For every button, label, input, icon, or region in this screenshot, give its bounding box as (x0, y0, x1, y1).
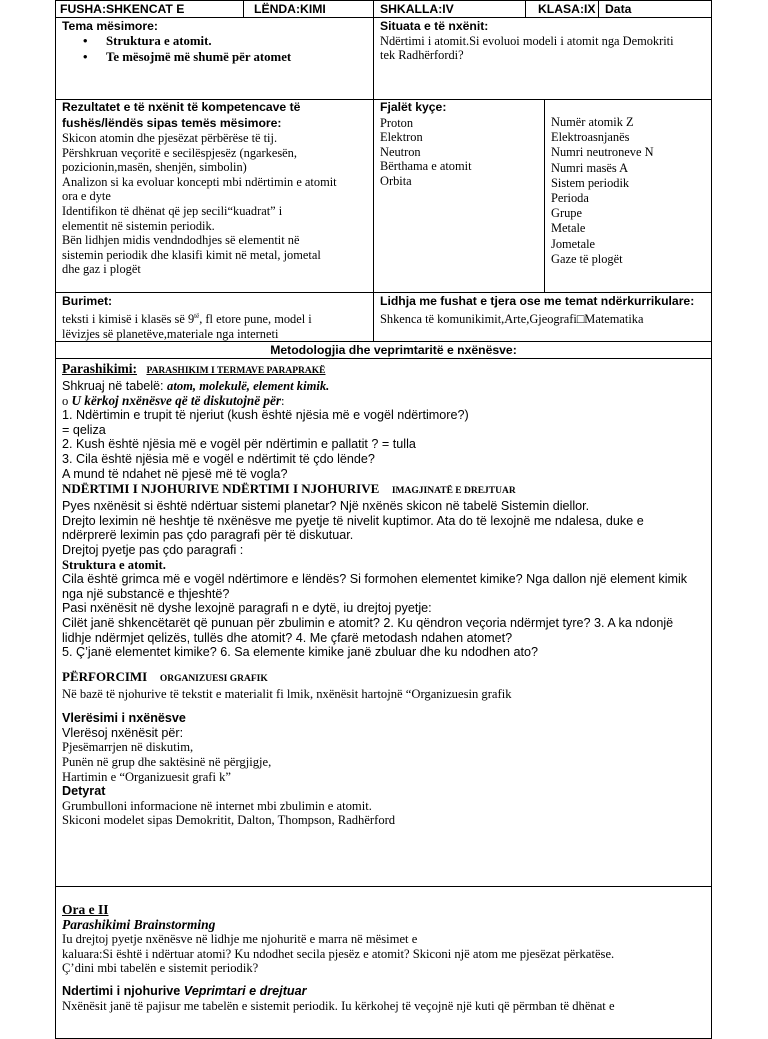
rezultatet-line: ora e dyte (62, 189, 111, 204)
fusha-cell (56, 1, 244, 17)
burimet-line: teksti i kimisë i klasës së $9^{të}$, fl etore pune, model i (62, 312, 312, 327)
rezultatet-line: Identifikon të dhënat që jep secili“kuadrat” i (62, 203, 283, 218)
question-line: = qeliza (62, 422, 106, 437)
question-line: 2. Kush është njësia më e vogël për ndërtimin e pallatit ? = tulla (62, 437, 416, 452)
rezultatet-line: pozicionin,masën, shenjën, simbolin) (62, 160, 247, 175)
question-line: 1. Ndërtimin e trupit të njeriut (kush është njësia më e vogël ndërtimore?) (62, 408, 469, 423)
burimet-label: Burimet: (62, 294, 113, 308)
burimet-line: lëvizjes së planetëve,materiale nga interneti (62, 326, 279, 341)
detyrat-line: Skiconi modelet sipas Demokritit, Dalton, Thompson, Radhërford (62, 813, 396, 828)
tema-item: • Te mësojmë më shumë për atomet (86, 50, 367, 66)
keyword: Bërthama e atomit (380, 159, 472, 174)
situata-cell (374, 18, 711, 99)
keyword: Sistem periodik (551, 175, 630, 190)
keyword: Neutron (380, 144, 421, 159)
paragraph-line: Pasi nxënësit në dyshe lexojnë paragrafi n e dytë, iu drejtoj pyetje: (62, 601, 432, 616)
question-line: 3. Cila është njësia më e vogël e ndërtimit të çdo lënde? (62, 451, 375, 466)
vleresimi-line: Punën në grup dhe saktësinë në përgjigje, (62, 755, 272, 770)
keyword: Grupe (551, 206, 582, 221)
keyword: Metale (551, 221, 586, 236)
situata-label: Situata e të nxënit: (380, 19, 489, 33)
detyrat-heading: Detyrat (62, 784, 106, 799)
rezultatet-cell (56, 100, 374, 292)
paragraph-line: ndërprerë leximin pas çdo paragrafi për të diskutuar. (62, 528, 354, 543)
fjalet-cell-2 (545, 100, 711, 292)
question-line: A mund të ndahet në pjesë më të vogla? (62, 466, 288, 481)
paragraph-line: nga një substancë e thjeshtë? (62, 586, 230, 601)
lidhja-cell (374, 293, 711, 341)
keyword: Numri neutroneve N (551, 145, 654, 160)
ora-line: kaluara:Si është i ndërtuar atomi? Ku ndodhet secila pjesëz e atomit? Skiconi një atom me pjesëzat përkatëse. (62, 946, 615, 961)
shkalla-label: SHKALLA:IV (380, 2, 454, 16)
paragraph-line: lidhje ndërmjet qelizës, tullës dhe atomit? 4. Me çfarë metodash ndahen atomet? (62, 630, 513, 645)
rezultatet-label-line: Rezultatet e të nxënit të kompetencave të (62, 100, 301, 114)
fjalet-label: Fjalët kyçe: (380, 100, 447, 114)
situata-line: Ndërtimi i atomit.Si evoluoi modeli i atomit nga Demokriti (380, 34, 674, 48)
paragraph-line: Cilët janë shkencëtarët që punuan për zbulimin e atomit? 2. Ku qëndron veçoria ndërmjet tyre? 3. A ka ndonjë (62, 615, 674, 630)
ndertimi2-heading: Ndertimi i njohurive Veprimtari e drejtuar (62, 983, 307, 998)
spacer (62, 976, 705, 984)
rezultatet-line: Përshkruan veçoritë e secilëspjesëz (ngarkesën, (62, 145, 297, 160)
tema-label: Tema mësimore: (62, 19, 158, 33)
spacer (62, 701, 705, 711)
detyrat-line: Grumbulloni informacione në internet mbi zbulimin e atomit. (62, 798, 372, 813)
lidhja-label: Lidhja me fushat e tjera ose me temat ndërkurrikulare: (380, 294, 695, 308)
perforcimi-heading: PËRFORCIMI ORGANIZUESI GRAFIK (62, 668, 268, 684)
rezultatet-line: Bën lidhjen midis vendndodhjes së elementit në (62, 233, 300, 248)
ora-line: Nxënësit janë të pajisur me tabelën e sistemit periodik. Iu kërkohej të veçojnë një kuti që përmban të dhënat e (62, 998, 615, 1013)
data-cell (599, 1, 711, 17)
rezultatet-line: Analizon si ka evoluar koncepti mbi ndërtimin e atomit (62, 174, 337, 189)
keyword: Elektron (380, 130, 423, 145)
lidhja-text: Shkenca të komunikimit,Arte,Gjeografi□Matematika (380, 312, 644, 326)
burimet-lidhja-row (55, 293, 712, 342)
metodologjia-row (55, 342, 712, 359)
tema-cell (56, 18, 374, 99)
rezultatet-line: sistemin periodik dhe klasifi kimit në metal, jometal (62, 247, 321, 262)
rezultatet-line: dhe gaz i plogët (62, 262, 141, 277)
paragraph-line: Cila është grimca më e vogël ndërtimore e lëndës? Si formohen elementet kimike? Nga dallon një element kimik (62, 572, 688, 587)
kerkoj-line: o U kërkoj nxënësve që të diskutojnë për: (62, 392, 285, 408)
situata-line: tek Radhërfordi? (380, 48, 464, 62)
header-row (55, 0, 712, 18)
paragraph-line: Pyes nxënësit si është ndërtuar sistemi planetar? Një nxënës skicon në tabelë Sistemin diellor. (62, 499, 590, 514)
ora-line: Ç’dini mbi tabelën e sistemit periodik? (62, 961, 259, 976)
vleresimi-heading: Vlerësimi i nxënësve (62, 711, 186, 726)
metodologjia-label: Metodologjia dhe veprimtaritë e nxënësve: (270, 343, 517, 357)
tema-situata-row (55, 18, 712, 100)
parashikimi-heading: Parashikimi: PARASHIKIM I TERMAVE PARAPRAKË (62, 361, 326, 376)
vleresimi-line: Pjesëmarrjen në diskutim, (62, 740, 194, 755)
fusha-label: FUSHA:SHKENCAT E (60, 2, 185, 16)
tema-item: • Struktura e atomit. (86, 34, 367, 50)
ora-line: Iu drejtoj pyetje nxënësve në lidhje me njohuritë e marra në mësimet e (62, 932, 418, 947)
lenda-label: LËNDA:KIMI (254, 2, 326, 16)
paragraph-line: Drejtoj pyetje pas çdo paragrafi : (62, 542, 244, 557)
spacer (62, 660, 705, 669)
keyword: Orbita (380, 173, 412, 188)
paragraph-line: Në bazë të njohurive të tekstit e materialit fi lmik, nxënësit hartojnë “Organizuesin grafik (62, 686, 512, 701)
keyword: Jometale (551, 236, 596, 251)
shkalla-cell (374, 1, 526, 17)
klasa-label: KLASA:IX (538, 2, 596, 16)
keyword: Perioda (551, 191, 589, 206)
rezultatet-line: Skicon atomin dhe pjesëzat përbërëse të tij. (62, 131, 278, 145)
ora-heading: Ora e II (62, 902, 109, 917)
vleresimi-line: Vlerësoj nxënësit për: (62, 725, 184, 740)
ora-e-ii-section (55, 886, 712, 1026)
struktura-heading: Struktura e atomit. (62, 557, 166, 572)
fjalet-cell (374, 100, 545, 292)
ora-e-ii-content (56, 887, 711, 1026)
keyword: Elektroasnjanës (551, 130, 630, 145)
vleresimi-line: Hartimin e “Organizuesit grafi k” (62, 769, 232, 784)
rezultatet-fjalet-row (55, 100, 712, 293)
tema-list (62, 34, 367, 65)
paragraph-line: Drejto leximin në heshtje të nxënësve me pyetje të nivelit kuptimor. Ata do të lexojnë me ndalesa, duke e (62, 513, 644, 528)
data-label: Data (605, 2, 632, 16)
lenda-cell (244, 1, 374, 17)
burimet-cell (56, 293, 374, 341)
rezultatet-line: elementit në sistemin periodik. (62, 218, 215, 233)
keyword: Numër atomik Z (551, 115, 634, 129)
ndertimi-heading: NDËRTIMI I NJOHURIVE NDËRTIMI I NJOHURIVE IMAGJINATË E DREJTUAR (62, 481, 516, 497)
ora-subheading: Parashikimi Brainstorming (62, 916, 216, 932)
paragraph-line: 5. Ç’janë elementet kimike? 6. Sa elemente kimike janë zbuluar dhe ku ndodhen ato? (62, 645, 539, 660)
klasa-cell (526, 1, 599, 17)
lesson-plan-document (55, 0, 714, 1024)
keyword: Numri masës A (551, 160, 629, 175)
rezultatet-label-line: fushës/lëndës sipas temës mësimore: (62, 115, 282, 130)
keyword: Proton (380, 115, 414, 130)
shkruaj-line: Shkruaj në tabelë: atom, molekulë, element kimik. (62, 379, 330, 393)
keyword: Gaze të plogët (551, 251, 623, 266)
